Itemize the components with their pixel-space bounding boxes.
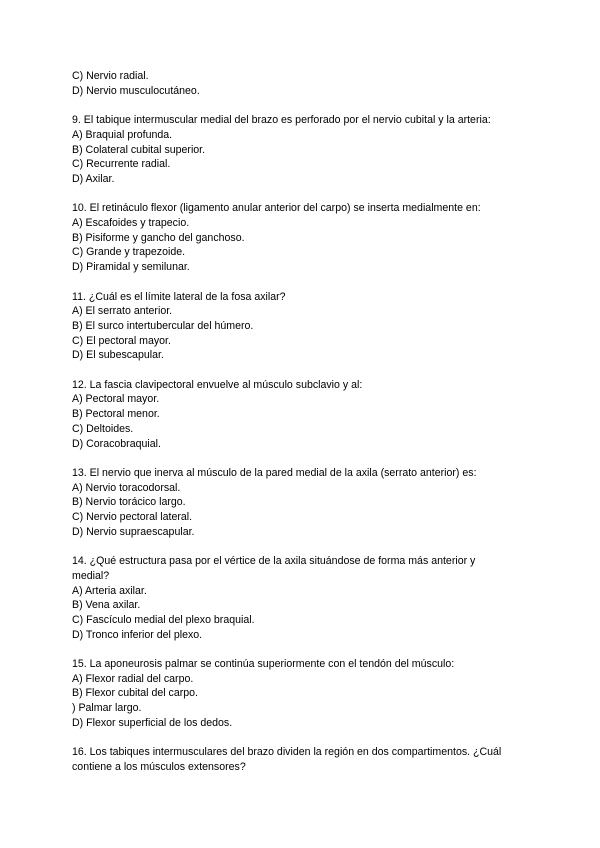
question-text: 9. El tabique intermuscular medial del brazo es perforado por el nervio cubital y la arteria: <box>72 114 491 127</box>
question-text: 10. El retináculo flexor (ligamento anular anterior del carpo) se inserta medialmente en: <box>72 202 481 215</box>
option-d: D) El subescapular. <box>72 349 164 362</box>
question-text: 11. ¿Cuál es el límite lateral de la fosa axilar? <box>72 290 286 303</box>
option-c: C) Fascículo medial del plexo braquial. <box>72 613 255 626</box>
option-a: A) Nervio toracodorsal. <box>72 481 181 494</box>
option-c: C) Deltoides. <box>72 422 134 435</box>
option-c: C) Recurrente radial. <box>72 158 171 171</box>
option-b: B) Nervio torácico largo. <box>72 496 186 509</box>
option-d: D) Piramidal y semilunar. <box>72 261 190 274</box>
option-a: A) Escafoides y trapecio. <box>72 217 190 229</box>
question-text: 14. ¿Qué estructura pasa por el vértice de la axila situándose de forma más anterior y <box>72 555 476 568</box>
question-14 <box>72 554 540 642</box>
option-a: A) Braquial profunda. <box>72 128 173 141</box>
option-b: B) Colateral cubital superior. <box>72 143 206 156</box>
question-12 <box>72 378 540 452</box>
question-13 <box>72 466 540 540</box>
question-10 <box>72 201 540 275</box>
option-line: C) Nervio radial. <box>72 70 149 82</box>
question-16 <box>72 745 540 774</box>
question-text: 15. La aponeurosis palmar se continúa superiormente con el tendón del músculo: <box>72 658 455 671</box>
option-line: D) Nervio musculocutáneo. <box>72 84 200 97</box>
question-11 <box>72 290 540 364</box>
option-c: C) Nervio pectoral lateral. <box>72 511 193 524</box>
option-a: A) Flexor radial del carpo. <box>72 672 194 685</box>
option-a: A) Arteria axilar. <box>72 584 147 597</box>
question-text-continued: contiene a los músculos extensores? <box>72 760 246 773</box>
option-c: ) Palmar largo. <box>72 702 142 715</box>
option-b: B) Flexor cubital del carpo. <box>72 687 199 700</box>
option-b: B) Pectoral menor. <box>72 408 160 421</box>
option-d: D) Nervio supraescapular. <box>72 525 195 538</box>
option-d: D) Coracobraquial. <box>72 437 161 450</box>
question-text: 16. Los tabiques intermusculares del brazo dividen la región en dos compartimentos. ¿Cuál <box>72 746 502 759</box>
carryover-options <box>72 69 540 98</box>
option-a: A) Pectoral mayor. <box>72 393 160 406</box>
question-text: 13. El nervio que inerva al músculo de la pared medial de la axila (serrato anterior) es: <box>72 466 477 479</box>
option-d: D) Flexor superficial de los dedos. <box>72 716 233 729</box>
option-b: B) Pisiforme y gancho del ganchoso. <box>72 231 245 244</box>
question-text: 12. La fascia clavipectoral envuelve al músculo subclavio y al: <box>72 378 363 391</box>
option-b: B) El surco intertubercular del húmero. <box>72 319 254 332</box>
question-text-continued: medial? <box>72 569 110 582</box>
option-d: D) Axilar. <box>72 172 115 185</box>
option-b: B) Vena axilar. <box>72 599 141 612</box>
question-15 <box>72 657 540 731</box>
option-a: A) El serrato anterior. <box>72 305 173 318</box>
option-c: C) Grande y trapezoide. <box>72 246 186 259</box>
question-9 <box>72 113 540 187</box>
option-d: D) Tronco inferior del plexo. <box>72 628 203 641</box>
option-c: C) El pectoral mayor. <box>72 334 171 347</box>
